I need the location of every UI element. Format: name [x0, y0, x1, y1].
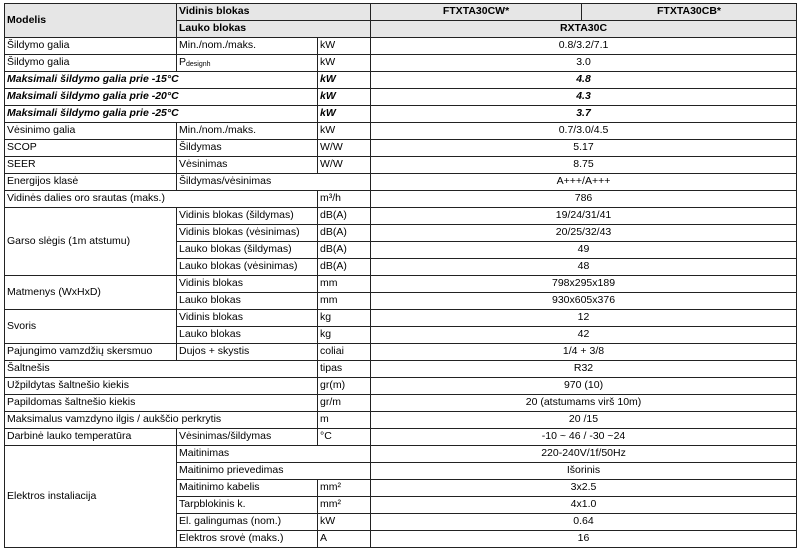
- row-value: 798x295x189: [371, 276, 797, 293]
- row-value: 20 /15: [371, 412, 797, 429]
- table-row: [5, 55, 797, 72]
- row-label: Papildomas šaltnešio kiekis: [5, 395, 318, 412]
- row-value: 1/4 + 3/8: [371, 344, 797, 361]
- row-unit: gr/m: [318, 395, 371, 412]
- row-value: 0.64: [371, 514, 797, 531]
- row-unit: kg: [318, 327, 371, 344]
- table-row: [5, 174, 797, 191]
- table-row: [5, 89, 797, 106]
- row-value: 5.17: [371, 140, 797, 157]
- row-value: 20 (atstumams virš 10m): [371, 395, 797, 412]
- row-sub: Tarpblokinis k.: [177, 497, 318, 514]
- row-value: 4.8: [371, 72, 797, 89]
- row-sub: Šildymas: [177, 140, 318, 157]
- row-sub: El. galingumas (nom.): [177, 514, 318, 531]
- row-label: Svoris: [5, 310, 177, 344]
- row-value: 48: [371, 259, 797, 276]
- row-value: 0.7/3.0/4.5: [371, 123, 797, 140]
- row-sub: Vidinis blokas: [177, 310, 318, 327]
- row-unit: m³/h: [318, 191, 371, 208]
- outdoor-unit-label: Lauko blokas: [177, 21, 371, 38]
- row-unit: gr(m): [318, 378, 371, 395]
- row-label: Energijos klasė: [5, 174, 177, 191]
- table-row: [5, 38, 797, 55]
- table-row: [5, 361, 797, 378]
- table-row: [5, 123, 797, 140]
- row-unit: kW: [318, 38, 371, 55]
- table-row: [5, 344, 797, 361]
- pdesign-main: P: [179, 56, 187, 69]
- row-label: Užpildytas šaltnešio kiekis: [5, 378, 318, 395]
- outdoor-model: RXTA30C: [371, 21, 797, 38]
- row-value: -10 ~ 46 / -30 ~24: [371, 429, 797, 446]
- row-unit: kW: [318, 72, 371, 89]
- table-row: [5, 276, 797, 293]
- row-unit: m: [318, 412, 371, 429]
- table-row: [5, 412, 797, 429]
- header-row-indoor: [5, 4, 797, 21]
- row-label: SEER: [5, 157, 177, 174]
- row-sub: Maitinimo prievedimas: [177, 463, 371, 480]
- row-unit: mm²: [318, 480, 371, 497]
- row-label: Matmenys (WxHxD): [5, 276, 177, 310]
- spec-table: [4, 3, 797, 548]
- table-row: [5, 429, 797, 446]
- row-label: Šildymo galia: [5, 38, 177, 55]
- row-sub: Vidinis blokas (vėsinimas): [177, 225, 318, 242]
- row-sub: Vėsinimas: [177, 157, 318, 174]
- row-value: 3.0: [371, 55, 797, 72]
- row-label: Darbinė lauko temperatūra: [5, 429, 177, 446]
- row-label: Vidinės dalies oro srautas (maks.): [5, 191, 318, 208]
- table-row: [5, 191, 797, 208]
- row-unit: kW: [318, 106, 371, 123]
- row-sub: Šildymas/vėsinimas: [177, 174, 371, 191]
- table-row: [5, 378, 797, 395]
- table-row: [5, 157, 797, 174]
- row-label: Maksimalus vamzdyno ilgis / aukščio perkrytis: [5, 412, 318, 429]
- row-unit: kW: [318, 514, 371, 531]
- pdesign-sub: designh: [186, 61, 211, 69]
- table-row: [5, 208, 797, 225]
- row-label: Elektros instaliacija: [5, 446, 177, 548]
- row-value: 16: [371, 531, 797, 548]
- row-unit: kg: [318, 310, 371, 327]
- row-sub: Min./nom./maks.: [177, 123, 318, 140]
- row-label: Garso slėgis (1m atstumu): [5, 208, 177, 276]
- row-value: 49: [371, 242, 797, 259]
- row-value: 42: [371, 327, 797, 344]
- row-sub: Lauko blokas (šildymas): [177, 242, 318, 259]
- table-row: [5, 106, 797, 123]
- table-row: [5, 446, 797, 463]
- row-sub: Vėsinimas/šildymas: [177, 429, 318, 446]
- row-value: 4x1.0: [371, 497, 797, 514]
- row-sub: Dujos + skystis: [177, 344, 318, 361]
- row-value: 970 (10): [371, 378, 797, 395]
- row-unit: dB(A): [318, 225, 371, 242]
- row-unit: coliai: [318, 344, 371, 361]
- row-value: 4.3: [371, 89, 797, 106]
- row-value: 12: [371, 310, 797, 327]
- row-sub: Min./nom./maks.: [177, 38, 318, 55]
- row-value: 8.75: [371, 157, 797, 174]
- row-label: Maksimali šildymo galia prie -25°C: [5, 106, 318, 123]
- row-unit: dB(A): [318, 208, 371, 225]
- row-value: 930x605x376: [371, 293, 797, 310]
- row-unit: mm²: [318, 497, 371, 514]
- row-label: Šaltnešis: [5, 361, 318, 378]
- row-value: Išorinis: [371, 463, 797, 480]
- row-unit: mm: [318, 293, 371, 310]
- row-value: 786: [371, 191, 797, 208]
- row-unit: W/W: [318, 157, 371, 174]
- model-label: Modelis: [5, 4, 177, 38]
- indoor-unit-label: Vidinis blokas: [177, 4, 371, 21]
- row-unit: dB(A): [318, 242, 371, 259]
- row-value: R32: [371, 361, 797, 378]
- row-sub: Lauko blokas: [177, 293, 318, 310]
- row-label: Šildymo galia: [5, 55, 177, 72]
- row-label: Pajungimo vamzdžių skersmuo: [5, 344, 177, 361]
- table-row: [5, 140, 797, 157]
- row-unit: dB(A): [318, 259, 371, 276]
- row-value: 19/24/31/41: [371, 208, 797, 225]
- indoor-model-1: FTXTA30CW*: [371, 4, 582, 21]
- row-sub: Lauko blokas: [177, 327, 318, 344]
- row-sub: Vidinis blokas: [177, 276, 318, 293]
- row-unit: tipas: [318, 361, 371, 378]
- row-sub: Lauko blokas (vėsinimas): [177, 259, 318, 276]
- row-value: A+++/A+++: [371, 174, 797, 191]
- table-row: [5, 310, 797, 327]
- row-value: 220-240V/1f/50Hz: [371, 446, 797, 463]
- row-value: 3x2.5: [371, 480, 797, 497]
- row-unit: kW: [318, 123, 371, 140]
- indoor-model-2: FTXTA30CB*: [582, 4, 797, 21]
- row-unit: A: [318, 531, 371, 548]
- row-sub: [177, 55, 318, 72]
- row-value: 3.7: [371, 106, 797, 123]
- row-unit: kW: [318, 55, 371, 72]
- row-label: Maksimali šildymo galia prie -20°C: [5, 89, 318, 106]
- row-label: SCOP: [5, 140, 177, 157]
- row-unit: mm: [318, 276, 371, 293]
- row-unit: kW: [318, 89, 371, 106]
- row-value: 0.8/3.2/7.1: [371, 38, 797, 55]
- row-sub: Elektros srovė (maks.): [177, 531, 318, 548]
- table-row: [5, 72, 797, 89]
- row-sub: Maitinimo kabelis: [177, 480, 318, 497]
- row-unit: W/W: [318, 140, 371, 157]
- table-row: [5, 395, 797, 412]
- row-unit: °C: [318, 429, 371, 446]
- row-value: 20/25/32/43: [371, 225, 797, 242]
- row-sub: Maitinimas: [177, 446, 371, 463]
- row-label: Maksimali šildymo galia prie -15°C: [5, 72, 318, 89]
- row-sub: Vidinis blokas (šildymas): [177, 208, 318, 225]
- row-label: Vėsinimo galia: [5, 123, 177, 140]
